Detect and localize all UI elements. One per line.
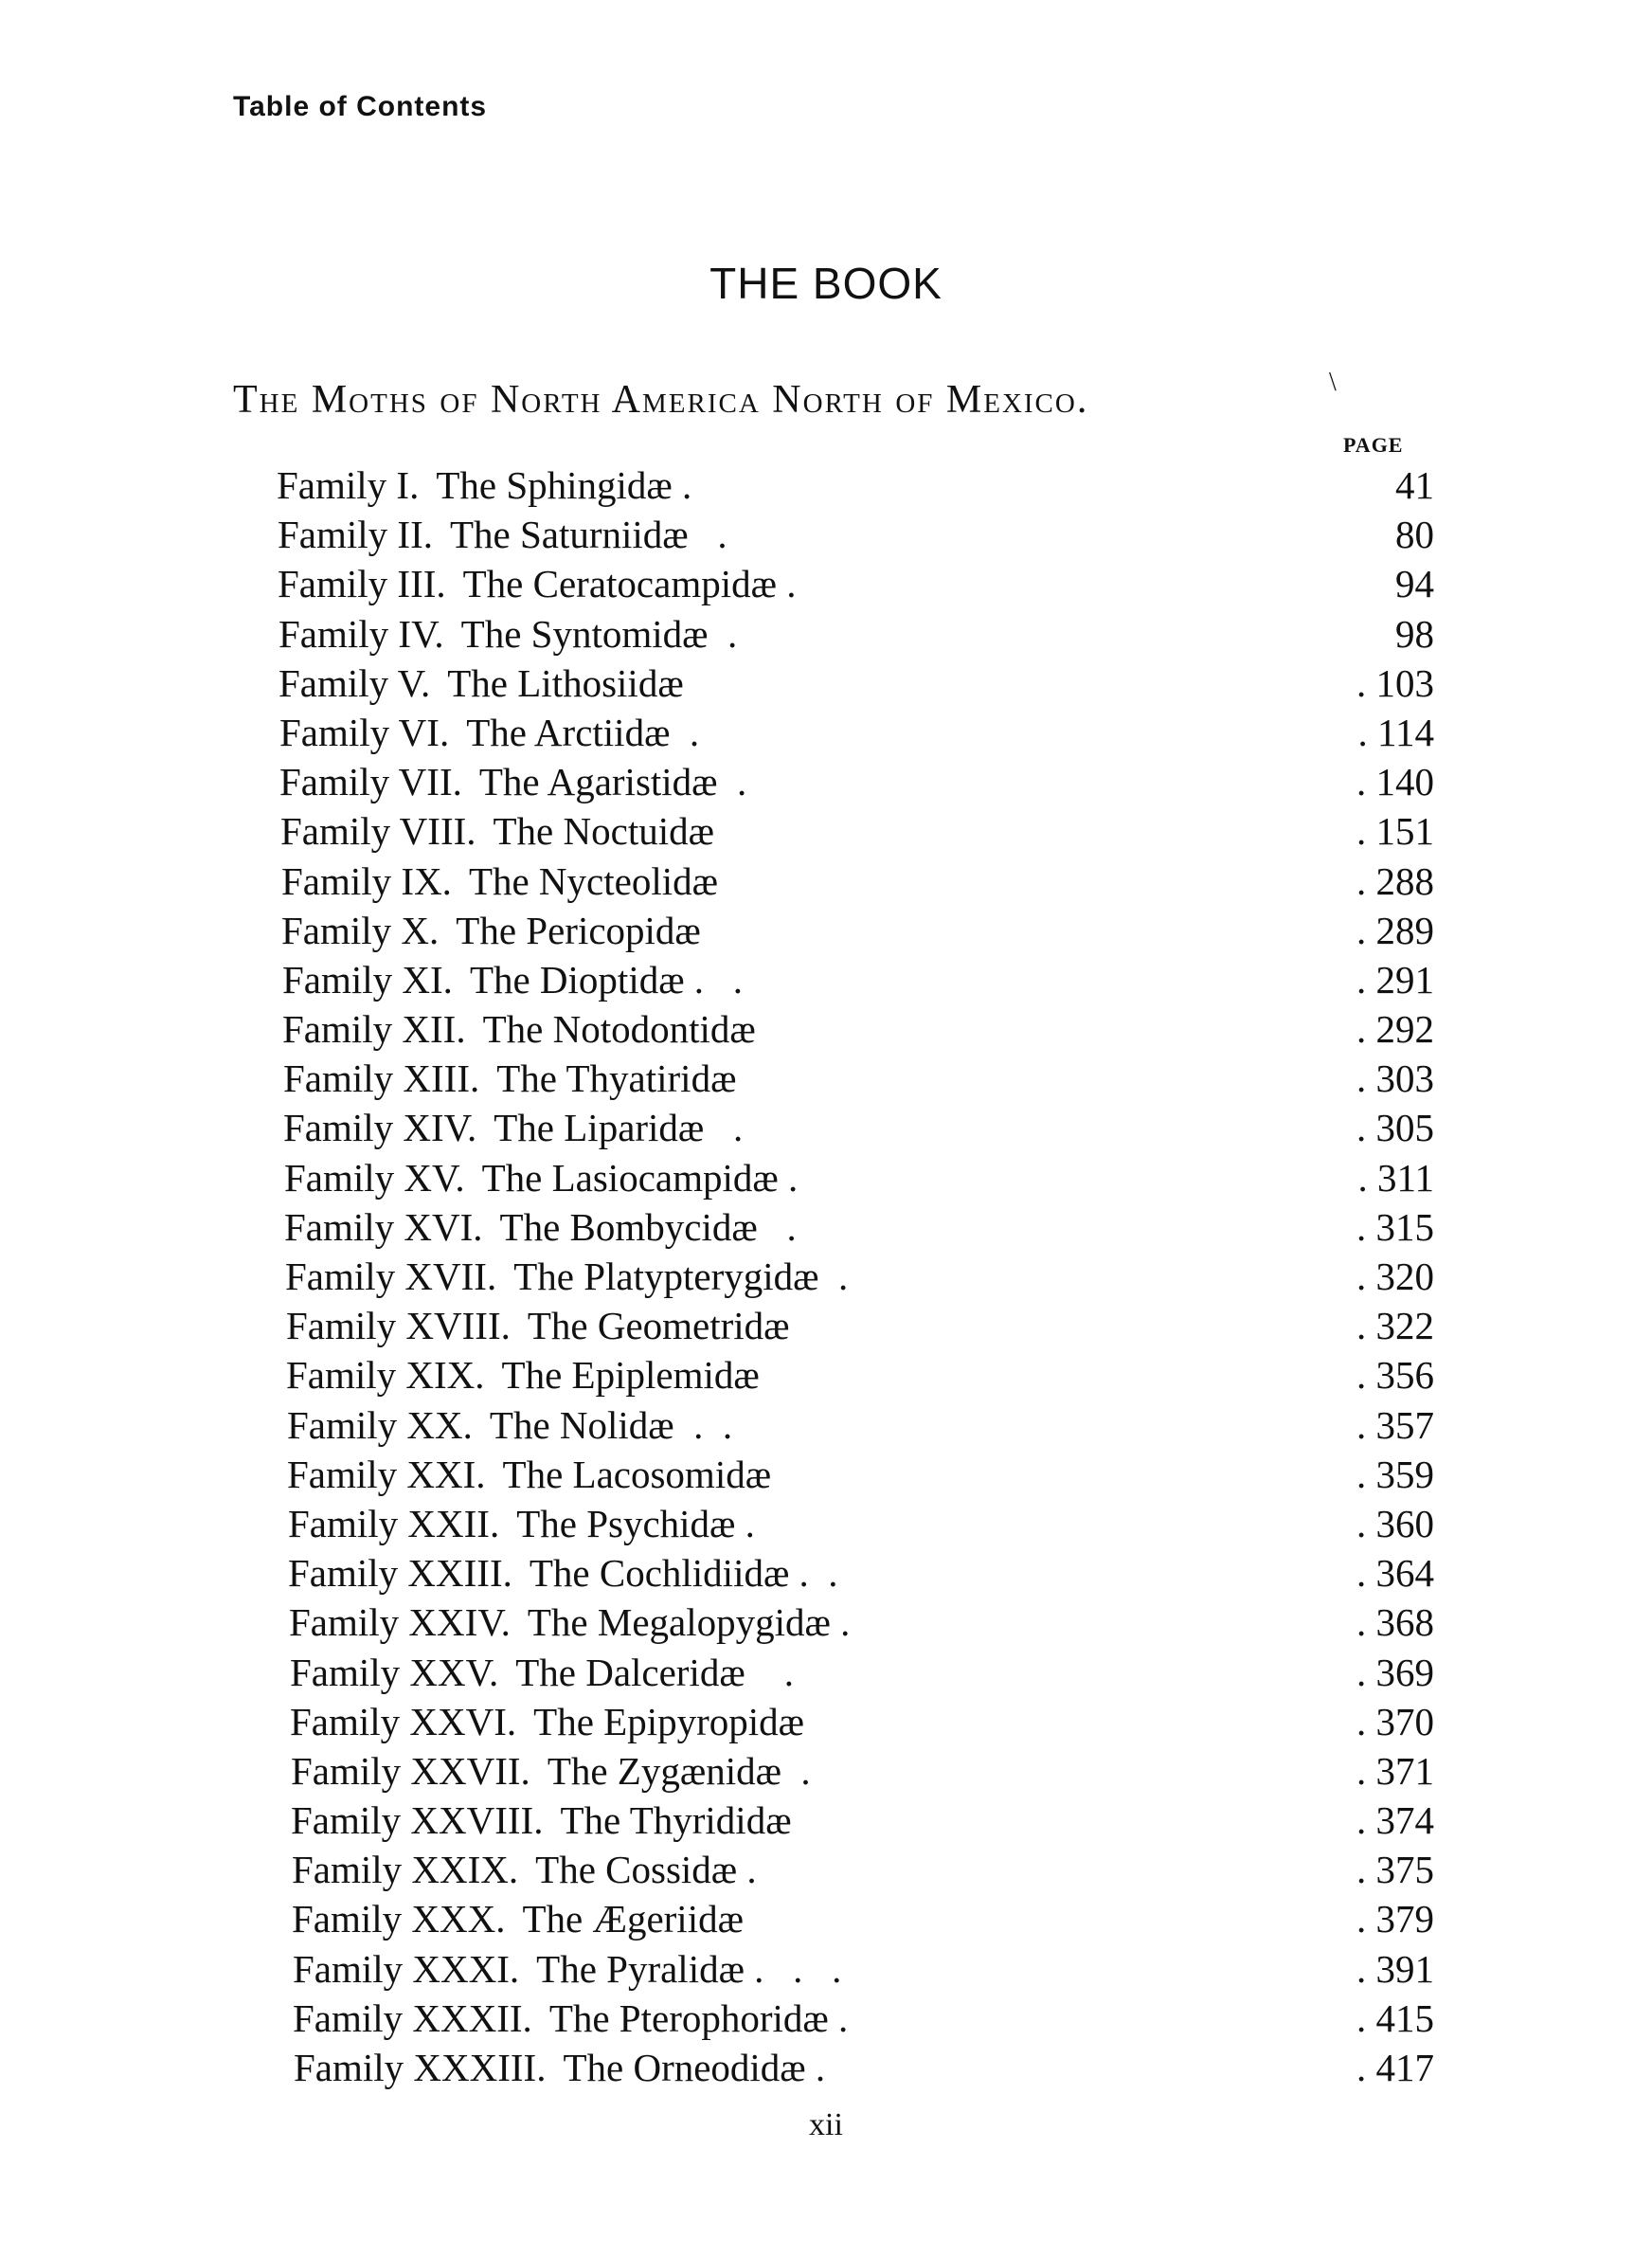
family-number: Family XI. (282, 957, 453, 1002)
page-ref: . 322 (1356, 1304, 1434, 1348)
toc-entry-label (293, 1944, 841, 1994)
page-ref: . 356 (1356, 1353, 1434, 1398)
page-ref: . 140 (1356, 760, 1434, 804)
family-title: The Platypterygidæ . (513, 1255, 849, 1298)
family-title: The Thyatiridæ (496, 1056, 737, 1101)
family-title: The Lasiocampidæ . (481, 1155, 799, 1200)
page-ref: . 311 (1357, 1155, 1434, 1200)
page-ref: . 369 (1356, 1650, 1434, 1694)
toc-entry-label (286, 1301, 790, 1350)
toc-entry[interactable] (0, 2043, 1652, 2092)
toc-entry-label (291, 1746, 811, 1796)
toc-entry[interactable] (0, 757, 1652, 806)
family-title: The Arctiidæ . (466, 710, 700, 754)
toc-entry[interactable] (0, 659, 1652, 708)
page-ref: . 305 (1356, 1106, 1434, 1150)
page-ref: 41 (1395, 463, 1434, 507)
tick-mark: \ (1329, 368, 1337, 397)
toc-entry[interactable] (0, 1796, 1652, 1845)
toc-entry-label (284, 1153, 798, 1202)
page-ref: . 292 (1356, 1007, 1434, 1052)
family-number: Family II. (278, 513, 433, 557)
toc-entry[interactable] (0, 955, 1652, 1004)
toc-entry-label (289, 1598, 850, 1647)
page-ref: . 359 (1356, 1452, 1434, 1496)
family-title: The Epipyropidæ (533, 1699, 804, 1743)
page-ref: . 360 (1356, 1501, 1434, 1545)
toc-entry[interactable] (0, 1450, 1652, 1499)
family-title: The Bombycidæ . (499, 1204, 797, 1249)
toc-entry[interactable] (0, 708, 1652, 757)
toc-entry[interactable] (0, 1252, 1652, 1301)
family-title: The Noctuidæ (493, 809, 714, 854)
toc-entry-label (283, 1054, 736, 1103)
family-title: The Megalopygidæ . (527, 1600, 851, 1645)
toc-entry-label (292, 1845, 757, 1894)
page-ref: . 364 (1356, 1551, 1434, 1596)
family-number: Family XXVI. (290, 1699, 517, 1743)
toc-entry[interactable] (0, 1548, 1652, 1598)
family-number: Family VII. (279, 760, 462, 804)
toc-entry-label (285, 1252, 848, 1301)
family-title: The Notodontidæ (482, 1007, 756, 1052)
book-title: THE BOOK (709, 259, 943, 308)
toc-entry-label (278, 559, 796, 608)
family-title: The Ceratocampidæ . (462, 562, 797, 606)
family-title: The Dalceridæ . (515, 1650, 794, 1694)
family-number: Family I. (277, 463, 420, 507)
toc-entry-label (280, 806, 714, 856)
family-title: The Agaristidæ . (478, 760, 747, 804)
toc-entry-label (288, 1499, 755, 1548)
toc-entry-label (278, 510, 727, 559)
toc-entry[interactable] (0, 1499, 1652, 1548)
family-title: The Pyralidæ . . . (536, 1946, 842, 1991)
family-number: Family XXII. (288, 1501, 500, 1545)
family-number: Family III. (278, 562, 446, 606)
family-number: Family XVI. (284, 1204, 483, 1249)
toc-entry-label (281, 857, 718, 906)
page-ref: . 288 (1356, 858, 1434, 903)
page-ref: . 379 (1356, 1897, 1434, 1941)
toc-entry-label (286, 1350, 760, 1399)
family-title: The Geometridæ (527, 1304, 790, 1348)
page-ref: 94 (1395, 562, 1434, 606)
family-title: The Lacosomidæ (502, 1452, 772, 1496)
section-title: The Moths of North America North of Mexico. (233, 378, 1089, 422)
toc-entry[interactable] (0, 1994, 1652, 2043)
toc-entry-label (291, 1796, 792, 1845)
family-title: The Zygænidæ . (547, 1748, 811, 1793)
family-number: Family XIII. (283, 1056, 480, 1101)
family-title: The Liparidæ . (494, 1106, 744, 1150)
family-number: Family XV. (284, 1155, 465, 1200)
family-title: The Epiplemidæ (501, 1353, 760, 1398)
family-number: Family XXV. (290, 1650, 499, 1694)
family-title: The Ægeriidæ (522, 1897, 744, 1941)
toc-entry-label (278, 659, 684, 708)
family-number: Family XIV. (283, 1106, 477, 1150)
page-ref: . 374 (1356, 1798, 1434, 1843)
toc-entry-label (288, 1548, 838, 1598)
page-ref: 98 (1395, 611, 1434, 656)
family-title: The Nycteolidæ (468, 858, 718, 903)
family-number: Family V. (278, 660, 431, 705)
toc-entry[interactable] (0, 1350, 1652, 1399)
running-head: Table of Contents (233, 91, 488, 122)
family-number: Family XXXII. (293, 1995, 532, 2040)
family-number: Family VI. (279, 710, 450, 754)
toc-entry[interactable] (0, 806, 1652, 856)
page-column-label: PAGE (1343, 433, 1404, 457)
family-number: Family XXXI. (293, 1946, 520, 1991)
page-ref: . 114 (1357, 710, 1434, 754)
family-title: The Saturniidæ . (449, 513, 727, 557)
toc-entry[interactable] (0, 1400, 1652, 1450)
family-number: Family XXIX. (292, 1848, 519, 1892)
page-ref: . 417 (1356, 2046, 1434, 2089)
family-number: Family XXI. (287, 1452, 486, 1496)
family-number: Family VIII. (280, 809, 476, 854)
toc-entry-label (279, 757, 746, 806)
family-number: Family XX. (287, 1402, 473, 1447)
toc-entry[interactable] (0, 1103, 1652, 1152)
toc-entry-label (292, 1894, 744, 1943)
toc-entry-label (290, 1697, 804, 1746)
toc-entry[interactable] (0, 1894, 1652, 1943)
page-ref: . 289 (1356, 908, 1434, 952)
family-title: The Cochlidiidæ . . (529, 1551, 838, 1596)
family-title: The Orneodidæ . (563, 2046, 826, 2089)
family-number: Family XII. (282, 1007, 466, 1052)
toc-entry[interactable] (0, 1746, 1652, 1796)
toc-entry-label (282, 1004, 756, 1054)
toc-entry-label (279, 708, 699, 757)
family-number: Family XXX. (292, 1897, 506, 1941)
toc-entry-label (287, 1450, 771, 1499)
toc-entry[interactable] (0, 1054, 1652, 1103)
family-title: The Pterophoridæ . (548, 1995, 849, 2040)
page-ref: . 315 (1356, 1204, 1434, 1249)
toc-entry[interactable] (0, 1202, 1652, 1252)
toc-entry-label (294, 2043, 825, 2092)
toc-entry-label (293, 1994, 848, 2043)
family-number: Family IV. (278, 611, 444, 656)
page-ref: . 320 (1356, 1255, 1434, 1298)
toc-list (0, 460, 1652, 2092)
toc-entry-label (284, 1202, 797, 1252)
family-title: The Thyrididæ (560, 1798, 792, 1843)
toc-entry[interactable] (0, 609, 1652, 659)
toc-entry[interactable] (0, 906, 1652, 955)
family-title: The Dioptidæ . . (469, 957, 744, 1002)
toc-entry[interactable] (0, 1697, 1652, 1746)
toc-entry[interactable] (0, 1845, 1652, 1894)
family-number: Family XXVIII. (291, 1798, 544, 1843)
page-ref: . 391 (1356, 1946, 1434, 1991)
toc-entry-label (287, 1400, 732, 1450)
toc-entry-label (278, 609, 737, 659)
family-title: The Pericopidæ (456, 908, 701, 952)
page-ref: . 103 (1356, 660, 1434, 705)
family-number: Family X. (281, 908, 440, 952)
toc-entry[interactable] (0, 1598, 1652, 1647)
toc-entry[interactable] (0, 857, 1652, 906)
page-ref: . 151 (1356, 809, 1434, 854)
toc-entry[interactable] (0, 1944, 1652, 1994)
toc-entry[interactable] (0, 460, 1652, 510)
page-ref: . 375 (1356, 1848, 1434, 1892)
family-number: Family IX. (281, 858, 452, 903)
page-ref: . 415 (1356, 1995, 1434, 2040)
family-title: The Psychidæ . (516, 1501, 755, 1545)
family-number: Family XXIII. (288, 1551, 512, 1596)
toc-entry[interactable] (0, 1301, 1652, 1350)
page-ref: . 371 (1356, 1748, 1434, 1793)
page-ref: . 368 (1356, 1600, 1434, 1645)
toc-entry-label (277, 460, 691, 510)
toc-entry[interactable] (0, 1153, 1652, 1202)
toc-entry-label (282, 955, 743, 1004)
family-number: Family XXIV. (289, 1600, 511, 1645)
toc-entry[interactable] (0, 1004, 1652, 1054)
family-title: The Nolidæ . . (489, 1402, 733, 1447)
family-title: The Sphingidæ . (436, 463, 692, 507)
family-number: Family XVII. (285, 1255, 497, 1298)
family-number: Family XVIII. (286, 1304, 511, 1348)
family-number: Family XXXIII. (294, 2046, 547, 2089)
page-ref: . 291 (1356, 957, 1434, 1002)
toc-entry-label (281, 906, 701, 955)
toc-entry-label (290, 1648, 794, 1697)
family-title: The Cossidæ . (535, 1848, 757, 1892)
family-number: Family XIX. (286, 1353, 485, 1398)
toc-entry-label (283, 1103, 743, 1152)
page-ref: . 303 (1356, 1056, 1434, 1101)
page-number: xii (809, 2107, 843, 2142)
page-ref: . 357 (1356, 1402, 1434, 1447)
family-title: The Syntomidæ . (460, 611, 738, 656)
toc-entry[interactable] (0, 1648, 1652, 1697)
page-ref: . 370 (1356, 1699, 1434, 1743)
family-number: Family XXVII. (291, 1748, 530, 1793)
family-title: The Lithosiidæ (447, 660, 684, 705)
toc-entry[interactable] (0, 510, 1652, 559)
page-ref: 80 (1395, 513, 1434, 557)
toc-entry[interactable] (0, 559, 1652, 608)
